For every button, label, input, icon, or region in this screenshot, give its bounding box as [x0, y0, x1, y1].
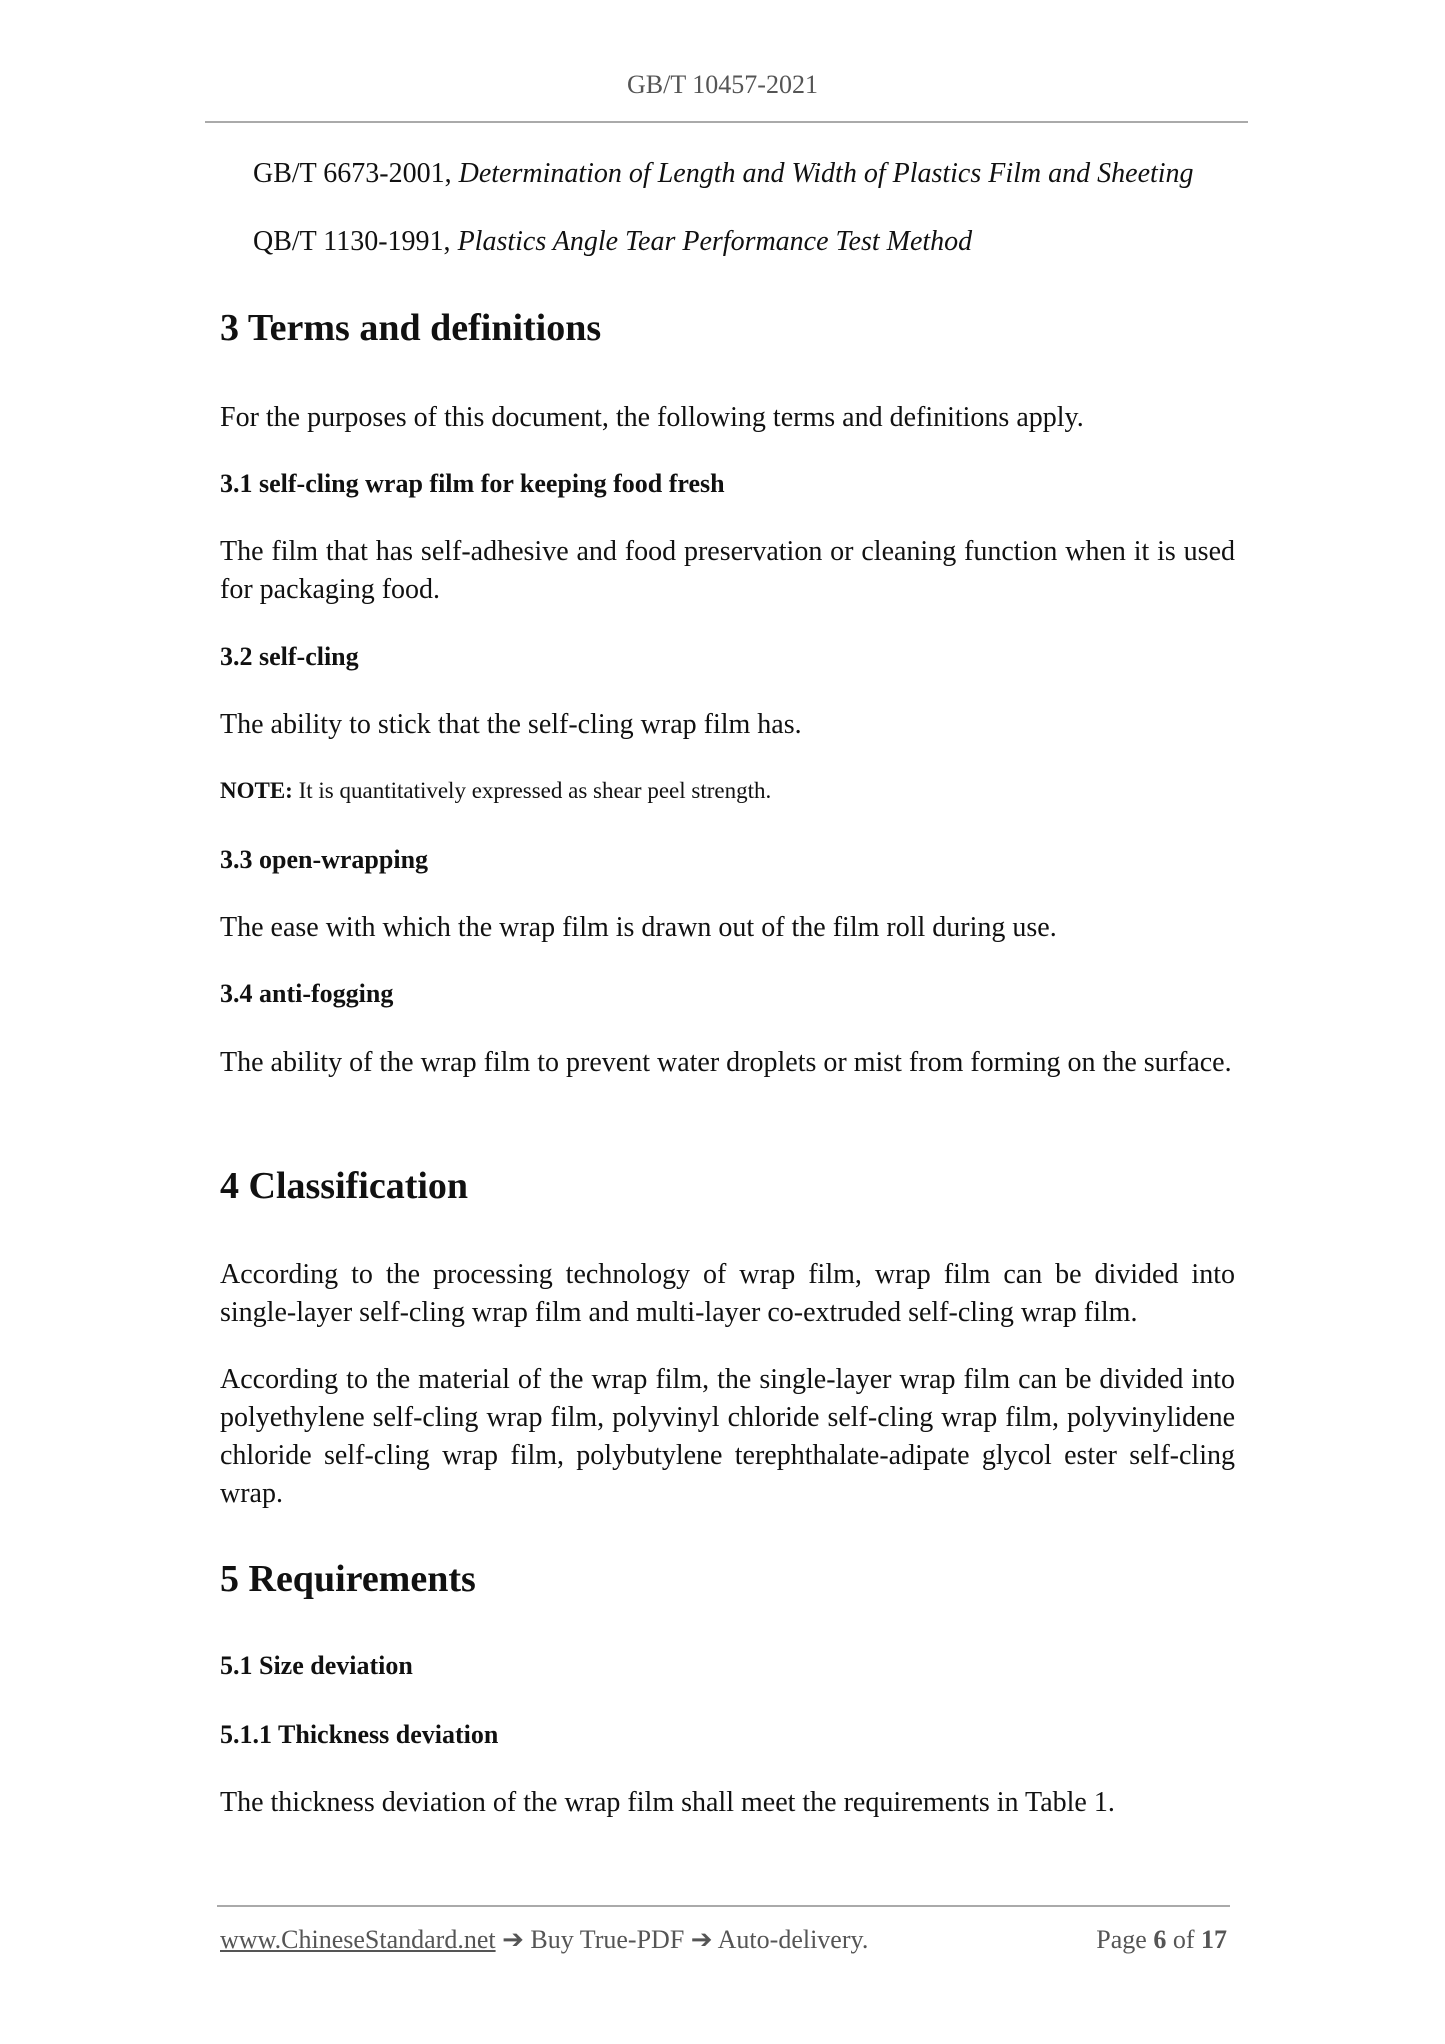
footer-divider — [217, 1905, 1230, 1907]
header-divider — [205, 121, 1248, 123]
term-title: 3.3 open-wrapping — [220, 845, 429, 874]
footer-promo — [220, 1925, 868, 1955]
note-text: It is quantitatively expressed as shear peel strength. — [292, 778, 772, 803]
section-heading: 5 Requirements — [220, 1558, 476, 1600]
arrow-right-icon: ➔ — [690, 1925, 713, 1954]
paragraph: For the purposes of this document, the following terms and definitions apply. — [220, 402, 1084, 433]
subsection-heading: 5.1 Size deviation — [220, 1651, 413, 1680]
page-indicator — [1096, 1925, 1227, 1955]
paragraph: According to the processing technology of wrap film, wrap film can be divided into single-layer self-cling wrap film and multi-layer co-extruded self-cling wrap film. — [220, 1259, 1235, 1328]
note-label: NOTE: — [220, 778, 293, 803]
paragraph: According to the material of the wrap film, the single-layer wrap film can be divided into polyethylene self-cling wrap film, polyvinyl chloride self-cling wrap film, polyvinylidene chloride self-cling wrap film, polybutylene terephthalate-adipate glycol ester self-cling wrap. — [220, 1364, 1235, 1509]
term-definition: The ability to stick that the self-cling wrap film has. — [220, 709, 802, 740]
term-definition: The ease with which the wrap film is drawn out of the film roll during use. — [220, 912, 1057, 943]
term-title: 3.2 self-cling — [220, 642, 359, 671]
term-title: 3.1 self-cling wrap film for keeping food fresh — [220, 469, 725, 498]
reference-item — [253, 158, 1194, 190]
section-heading: 4 Classification — [220, 1165, 469, 1207]
term-title: 3.4 anti-fogging — [220, 979, 394, 1008]
term-definition: The ability of the wrap film to prevent water droplets or mist from forming on the surface. — [220, 1047, 1232, 1078]
page-label: Page — [1096, 1925, 1154, 1954]
subsection-heading: 5.1.1 Thickness deviation — [220, 1720, 499, 1749]
term-definition: The film that has self-adhesive and food preservation or cleaning function when it is used for packaging food. — [220, 536, 1235, 605]
reference-title: Determination of Length and Width of Plastics Film and Sheeting — [458, 158, 1194, 189]
auto-delivery-text: Auto-delivery. — [712, 1925, 869, 1954]
reference-item — [253, 226, 972, 258]
buy-text: Buy True-PDF — [523, 1925, 691, 1954]
header-doc-id: GB/T 10457-2021 — [627, 70, 818, 99]
page-of: of — [1166, 1925, 1201, 1954]
arrow-right-icon: ➔ — [502, 1925, 524, 1954]
site-link[interactable]: www.ChineseStandard.net — [220, 1925, 496, 1954]
reference-code: QB/T 1130-1991, — [253, 226, 451, 257]
note — [220, 778, 771, 804]
section-heading: 3 Terms and definitions — [220, 307, 602, 349]
paragraph: The thickness deviation of the wrap film shall meet the requirements in Table 1. — [220, 1787, 1115, 1818]
reference-code: GB/T 6673-2001, — [253, 158, 452, 189]
page-total: 17 — [1201, 1925, 1227, 1954]
page-number: 6 — [1153, 1925, 1167, 1954]
reference-title: Plastics Angle Tear Performance Test Method — [457, 226, 973, 257]
